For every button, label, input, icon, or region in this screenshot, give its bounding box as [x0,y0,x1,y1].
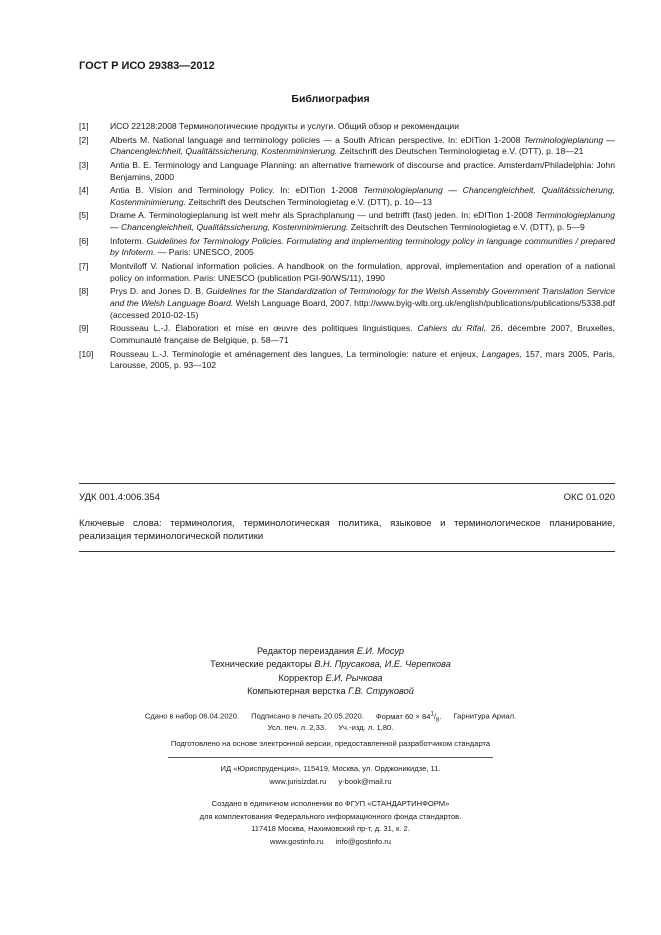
bibliography-entry [79,121,615,133]
entry-number: [5] [79,210,89,221]
oks-code: ОКС 01.020 [563,492,615,503]
producer-line2: для комплектования Федерального информационного фонда стандартов. [199,812,462,821]
entry-number: [9] [79,323,89,334]
bibliography-entry [79,160,615,183]
entry-text-part: Prys D. and Jones D. B. [110,286,207,297]
layout-line: Компьютерная верстка Г.В. Струковой [247,685,414,696]
entry-text-part: Antia B. Vision and Terminology Policy. In: eDITion 1-2008 [110,185,364,196]
entry-text [110,349,615,372]
tech-editors-line: Технические редакторы В.Н. Прусакова, И.Е. Черепкова [210,659,451,670]
bibliography-entry [79,261,615,284]
publisher-site-link[interactable]: www.jurisizdat.ru [269,777,327,786]
bibliography-title: Библиография [291,93,370,105]
entry-title-italic: Terminologieplanung — Chancengleichheit, Qualitätssicherung, Kostenminimierung. [110,210,615,233]
entry-text-part: Antia B. E. Terminology and Language Planning: an alternative framework of discourse and practice. Amsterdam/Philadelphia: John Benjamins, 2000 [110,159,615,182]
entry-number: [7] [79,261,89,272]
entry-number: [3] [79,159,89,170]
entry-text [110,323,615,346]
entry-text [110,135,615,158]
entry-number: [8] [79,286,89,297]
entry-text-part: Zeitschrift des Deutschen Terminologietag e.V. (DTT), p. 5—9 [348,222,585,233]
entry-text-part: Drame A. Terminologieplanung ist weit mehr als Sprachplanung — und betrifft (fast) jeden. In: eDITion 1-2008 [110,210,536,221]
bibliography-entry [79,323,615,346]
entry-number: [6] [79,235,89,246]
entry-number: [1] [79,121,89,131]
signed-date: Подписано в печать 20.05.2020. [251,711,364,721]
entry-title-italic: Langages, [481,348,522,359]
separator-line-bottom [79,551,615,552]
entry-text [110,261,615,284]
bibliography-entry [79,210,615,233]
publisher-email-link[interactable]: y-book@mail.ru [338,777,392,786]
separator-line-top [79,483,615,484]
entry-text-part: Zeitschrift des Deutschen Terminologietag e.V. (DTT), p. 10—13 [185,196,432,207]
entry-text-part: — Paris: UNESCO, 2005 [155,247,254,258]
entry-title-italic: Cahiers du Rifal, [417,323,486,334]
keywords: Ключевые слова: терминология, терминологическая политика, языковое и терминологическое планирование, реализация терминологической политики [79,518,615,542]
font-info: Гарнитура Ариал. [453,711,517,721]
entry-text-part: Montviloff V. National information policies. A handbook on the formulation, approval, implementation and operation of a national policy on information. Paris: UNESCO (publication PGI-90/WS/11), 1990 [110,261,615,283]
entry-text-part: ИСО 22128:2008 Терминологические продукты и услуги. Общий обзор и рекомендации [110,121,460,131]
standard-number: ГОСТ Р ИСО 29383—2012 [79,60,215,72]
entry-title-italic: Terminologieplanung — Chancengleichheit, Qualitätssicherung, Kostenminimierung. [110,134,615,157]
producer-contacts [0,835,661,848]
imprint-divider [168,757,493,758]
entry-text-part: Alberts M. National language and terminology policies — a South African perspective. In: eDITion 1-2008 [110,134,524,145]
edition-sheets: Уч.-изд. л. 1,80. [338,723,394,732]
format: Формат $60 \times 84^1/_8$. [375,711,442,724]
entry-text [110,160,615,183]
bibliography-list [79,121,615,374]
entry-text-part: 26, décembre 2007, Bruxelles, Communauté française de Belgique, p. 58—71 [110,323,615,346]
entry-number: [10] [79,348,94,359]
entry-text-part: Infoterm. [110,235,147,246]
entry-number: [2] [79,134,89,145]
entry-title-italic: Guidelines for the Standardization of Terminology for the Welsh Assembly Government Translation Service and the Welsh Language Board. [110,286,615,309]
entry-title-italic: Terminologieplanung — Chancengleichheit, Qualitätssicherung, Kostenminimierung. [110,185,616,207]
entry-text-part: Rousseau L.-J. Élaboration et mise en œuvre des politiques linguistiques. [110,323,418,334]
producer-line1: Создано в единичном исполнении во ФГУП «СТАНДАРТИНФОРМ» [211,799,450,808]
entry-text [110,236,615,259]
entry-text [110,121,615,133]
editor-name: Е.И. Мосур [356,646,405,656]
entry-text-part: Rousseau L.-J. Terminologie et aménagement des langues, La terminologie: nature et enjeux, [110,348,482,359]
print-info-line2 [0,721,661,734]
entry-text-part: 157, mars 2005, Paris, Larousse, 2005, p. 93—102 [110,348,615,371]
bibliography-entry [79,349,615,372]
editor-line: Редактор переиздания Е.И. Мосур [256,646,405,656]
entry-text [110,185,615,208]
publisher-address: ИД «Юриспруденция», 115419, Москва, ул. Орджоникидзе, 11. [220,764,441,773]
prepared-note: Подготовлено на основе электронной версии, предоставленной разработчиком стандарта [170,739,491,748]
bibliography-entry [79,236,615,259]
credits-block [0,645,661,698]
publisher-contacts [0,775,661,788]
entry-text-part: Welsh Language Board, 2007. http://www.byig-wlb.org.uk/english/publications/publications/5338.pdf (accessed 2010-02-15) [110,298,615,320]
producer-email-link[interactable]: info@gostinfo.ru [335,837,392,846]
bibliography-entry [79,286,615,321]
corrector-name: Е.И. Рычкова [325,672,383,683]
layout-name: Г.В. Струковой [348,685,414,696]
udk-code: УДК 001.4:006.354 [79,492,160,503]
bibliography-entry [79,185,615,208]
tech-editors-names: В.Н. Прусакова, И.Е. Черепкова [314,659,451,670]
print-sheets: Усл. печ. л. 2,33. [267,723,327,732]
sent-date: Сдано в набор 06.04.2020. [144,711,240,721]
entry-text [110,286,615,321]
bibliography-entry [79,135,615,158]
producer-address: 117418 Москва, Нахимовский пр-т, д. 31, к. 2. [251,824,410,833]
corrector-line: Корректор Е.И. Рычкова [278,672,383,683]
entry-number: [4] [79,185,89,196]
producer-site-link[interactable]: www.gostinfo.ru [269,837,324,846]
entry-title-italic: Guidelines for Terminology Policies. Formulating and implementing terminology policy in language communities / prepared by Infoterm. [110,235,615,258]
entry-text [110,210,615,233]
entry-text-part: Zeitschrift des Deutschen Terminologietag e.V. (DTT), p. 18—21 [337,146,584,157]
